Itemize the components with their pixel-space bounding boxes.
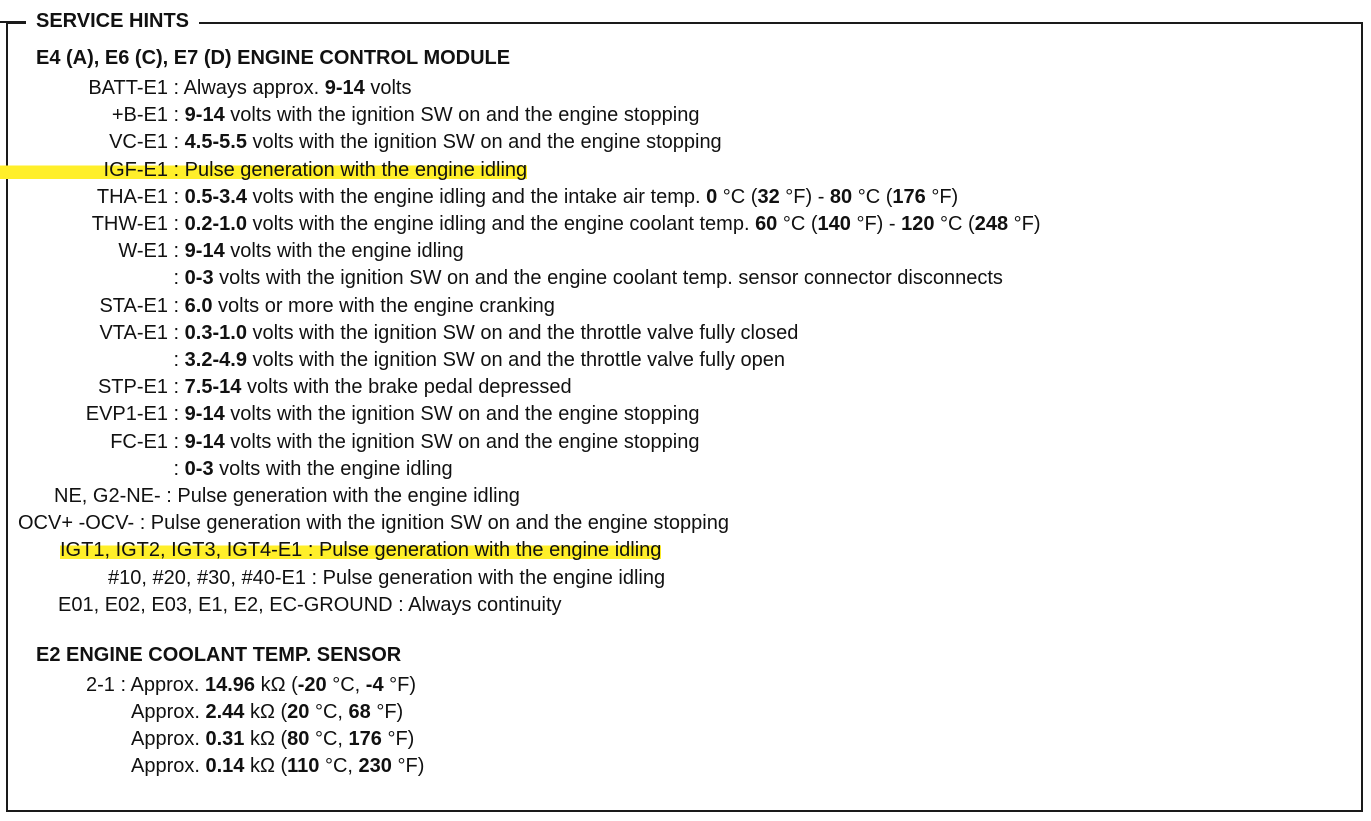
pin-label: THA-E1 <box>96 186 168 208</box>
pin-label: STP-E1 <box>97 376 168 398</box>
pin-spec: E01, E02, E03, E1, E2, EC-GROUND : Always continuity <box>58 594 562 616</box>
separator: : <box>168 322 185 344</box>
ecm-row-free <box>18 510 729 536</box>
pin-spec: OCV+ -OCV- : Pulse generation with the ignition SW on and the engine stopping <box>18 512 729 534</box>
pin-label: VTA-E1 <box>99 322 168 344</box>
separator: : <box>168 295 185 317</box>
resistance-spec: Approx. 0.31 kΩ (80 °C, 176 °F) <box>131 728 415 750</box>
ecm-row <box>0 347 785 373</box>
highlight-mark <box>0 159 527 181</box>
pin-label: FC-E1 <box>110 431 168 453</box>
separator: : <box>168 186 185 208</box>
ecm-row <box>0 157 527 183</box>
ecm-row <box>0 75 411 101</box>
separator: : <box>168 376 185 398</box>
pin-spec: NE, G2-NE- : Pulse generation with the engine idling <box>54 485 520 507</box>
pin-label: STA-E1 <box>99 295 168 317</box>
pin-label: +B-E1 <box>111 104 168 126</box>
resistance-spec: Approx. 14.96 kΩ (-20 °C, -4 °F) <box>130 674 417 696</box>
pin-label: THW-E1 <box>91 213 168 235</box>
separator: : <box>168 267 185 289</box>
pin-spec: #10, #20, #30, #40-E1 : Pulse generation with the engine idling <box>108 567 666 589</box>
ecm-row <box>0 320 798 346</box>
separator: : <box>168 131 185 153</box>
ect-row <box>86 726 414 752</box>
pin-spec: 9-14 volts with the ignition SW on and the engine stopping <box>184 403 700 425</box>
separator: : <box>168 403 185 425</box>
ecm-row <box>0 374 572 400</box>
separator: : <box>168 159 185 181</box>
ecm-heading: E4 (A), E6 (C), E7 (D) ENGINE CONTROL MODULE <box>36 47 511 69</box>
ecm-row-free <box>54 483 520 509</box>
ect-row <box>86 699 403 725</box>
pin-label: IGF-E1 <box>103 159 168 181</box>
ecm-row-free <box>60 537 661 563</box>
pin-spec: Always approx. 9-14 volts <box>183 77 412 99</box>
ect-heading: E2 ENGINE COOLANT TEMP. SENSOR <box>36 644 402 666</box>
pin-label: BATT-E1 <box>88 77 168 99</box>
separator: : <box>168 77 184 99</box>
pin-spec: 9-14 volts with the ignition SW on and the engine stopping <box>184 431 700 453</box>
pin-spec: 6.0 volts or more with the engine cranking <box>184 295 555 317</box>
service-hints-title: SERVICE HINTS <box>26 8 199 34</box>
ect-row <box>86 753 424 779</box>
ecm-row <box>0 211 1041 237</box>
pin-spec: 0.3-1.0 volts with the ignition SW on and the throttle valve fully closed <box>184 322 799 344</box>
pin-spec: 9-14 volts with the ignition SW on and the engine stopping <box>184 104 700 126</box>
separator: : <box>168 431 185 453</box>
ecm-row <box>0 129 722 155</box>
pin-spec: 4.5-5.5 volts with the ignition SW on and the engine stopping <box>184 131 722 153</box>
pin-spec: 0.2-1.0 volts with the engine idling and the engine coolant temp. 60 °C (140 °F) - 120 °C (248 °F) <box>184 213 1041 235</box>
pin-spec: 7.5-14 volts with the brake pedal depressed <box>184 376 572 398</box>
pin-label: VC-E1 <box>109 131 168 153</box>
separator: : <box>168 213 185 235</box>
pin-spec: 3.2-4.9 volts with the ignition SW on and the throttle valve fully open <box>184 349 786 371</box>
resistance-spec: Approx. 0.14 kΩ (110 °C, 230 °F) <box>131 755 425 777</box>
separator: : <box>168 104 185 126</box>
ecm-row <box>0 429 699 455</box>
ecm-row <box>0 401 699 427</box>
ect-row <box>86 672 416 698</box>
pin-spec: IGT1, IGT2, IGT3, IGT4-E1 : Pulse generation with the engine idling <box>60 539 662 561</box>
ecm-row <box>0 184 958 210</box>
ecm-row-free <box>58 592 562 618</box>
ecm-row <box>0 238 464 264</box>
pin-spec: Pulse generation with the engine idling <box>184 159 528 181</box>
ecm-row <box>0 293 555 319</box>
separator: : <box>168 240 185 262</box>
separator: : <box>168 458 185 480</box>
ecm-row <box>0 102 699 128</box>
separator: : <box>168 349 185 371</box>
pin-label: W-E1 <box>118 240 168 262</box>
resistance-spec: Approx. 2.44 kΩ (20 °C, 68 °F) <box>131 701 404 723</box>
ecm-row <box>0 265 1003 291</box>
pin-label: 2-1 : <box>86 674 131 696</box>
pin-label: EVP1-E1 <box>85 403 168 425</box>
ecm-row <box>0 456 453 482</box>
ecm-row-free <box>108 565 665 591</box>
pin-spec: 0-3 volts with the ignition SW on and the engine coolant temp. sensor connector disconnects <box>184 267 1003 289</box>
pin-spec: 0-3 volts with the engine idling <box>184 458 453 480</box>
pin-spec: 9-14 volts with the engine idling <box>184 240 464 262</box>
pin-spec: 0.5-3.4 volts with the engine idling and the intake air temp. 0 °C (32 °F) - 80 °C (176 °F) <box>184 186 959 208</box>
